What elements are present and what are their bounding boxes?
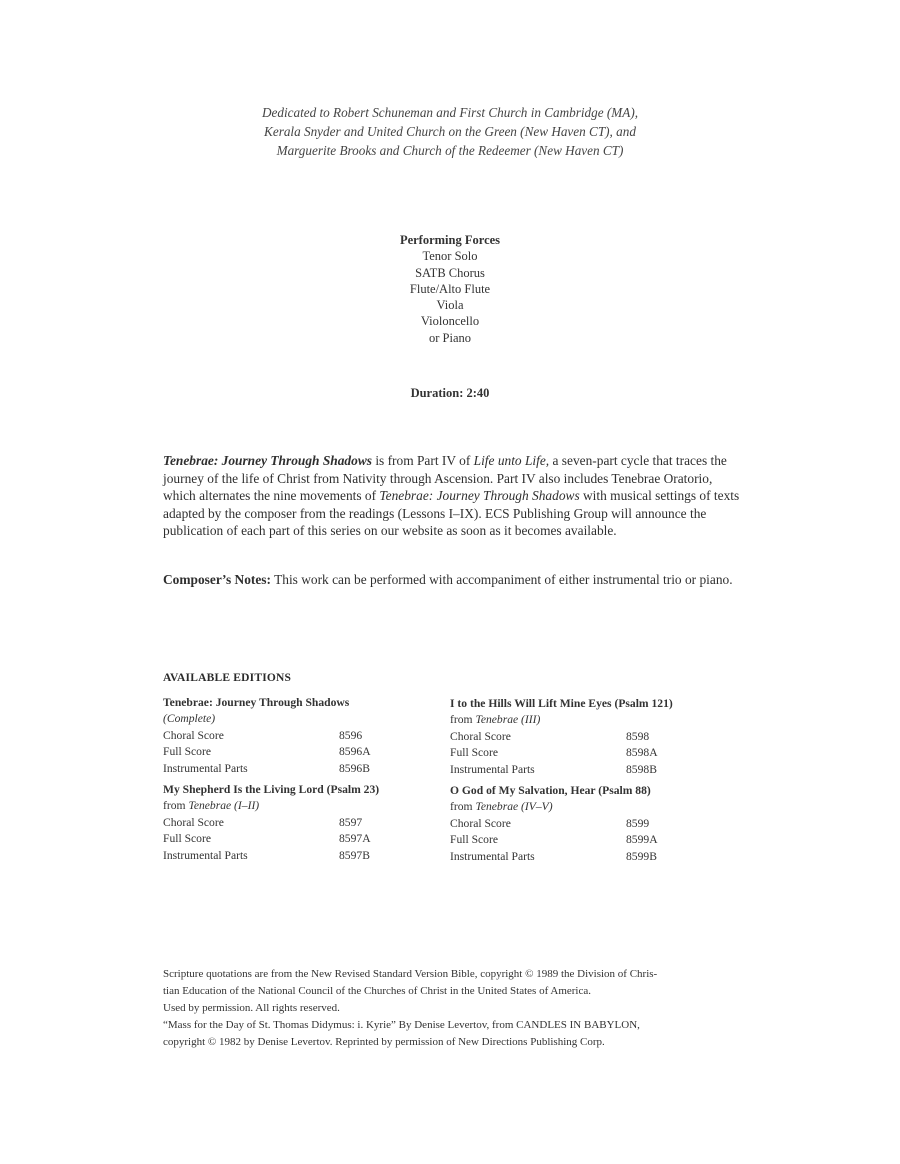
levertov-credit (163, 1017, 743, 1051)
performing-forces-item: Viola (436, 298, 464, 313)
composer-notes (163, 571, 743, 589)
edition-code: 8598B (626, 762, 657, 776)
performing-forces-item: or Piano (428, 330, 471, 345)
scripture-credit (163, 966, 743, 1017)
duration: Duration: 2:40 (410, 386, 490, 400)
performing-forces-item: Flute/Alto Flute (409, 281, 491, 296)
performing-forces-title: Performing Forces (399, 233, 501, 247)
footer-line: “Mass for the Day of St. Thomas Didymus: i. Kyrie” By Denise Levertov, from CANDLES IN BABYLON, (163, 1019, 640, 1031)
editions-column-right (450, 696, 720, 870)
edition-code: 8596B (339, 761, 370, 775)
edition-row (450, 729, 662, 745)
edition-label: Instrumental Parts (163, 761, 248, 775)
edition-subtitle: from Tenebrae (III) (450, 713, 541, 727)
edition-label: Instrumental Parts (450, 849, 535, 863)
edition-row (163, 728, 375, 744)
editions-column-left (163, 695, 433, 869)
edition-row (163, 761, 375, 777)
edition-code: 8598A (626, 746, 658, 760)
edition-title: O God of My Salvation, Hear (Psalm 88) (450, 784, 651, 798)
edition-code: 8597B (339, 848, 370, 862)
work-title-italic: Tenebrae: Journey Through Shadows (379, 488, 580, 504)
description-text: is from Part IV of (371, 453, 474, 468)
edition-row (450, 745, 662, 761)
edition-code: 8599B (626, 849, 657, 863)
composer-notes-label: Composer’s Notes: (163, 572, 271, 587)
edition-label: Choral Score (163, 728, 224, 742)
performing-forces-item: Tenor Solo (422, 249, 478, 264)
edition-row (450, 832, 662, 848)
edition-title: My Shepherd Is the Living Lord (Psalm 23) (163, 783, 380, 797)
description-text: a seven-part cycle that traces the journey of the life of Christ from Nativity through Ascension. Part IV also includes Tenebrae Oratorio, which alternates the nine movements of (163, 453, 727, 504)
edition-code: 8599 (626, 816, 650, 830)
work-description (163, 452, 743, 540)
footer-line: copyright © 1982 by Denise Levertov. Reprinted by permission of New Directions Publishing Corp. (163, 1036, 605, 1048)
edition-row (163, 848, 375, 864)
edition-subtitle: from Tenebrae (I–II) (163, 799, 260, 813)
edition-group (163, 782, 433, 864)
edition-group (450, 783, 720, 865)
edition-label: Full Score (163, 745, 211, 759)
dedication-line: Marguerite Brooks and Church of the Redeemer (New Haven CT) (276, 143, 624, 158)
edition-row (450, 762, 662, 778)
edition-subtitle: from Tenebrae (IV–V) (450, 800, 553, 814)
edition-label: Instrumental Parts (163, 848, 248, 862)
dedication-line: Dedicated to Robert Schuneman and First Church in Cambridge (MA), (261, 105, 639, 120)
edition-code: 8596A (339, 745, 371, 759)
edition-label: Full Score (450, 746, 498, 760)
footer-line: Scripture quotations are from the New Revised Standard Version Bible, copyright © 1989 the Division of Chris- (163, 968, 658, 980)
edition-label: Full Score (450, 833, 498, 847)
edition-row (163, 831, 375, 847)
composer-notes-text: This work can be performed with accompaniment of either instrumental trio or piano. (270, 572, 733, 587)
edition-group (163, 695, 433, 777)
editions-heading: AVAILABLE EDITIONS (163, 672, 292, 684)
dedication (150, 103, 750, 160)
edition-label: Choral Score (450, 816, 511, 830)
cycle-title: Life unto Life, (473, 453, 550, 468)
footer-line: Used by permission. All rights reserved. (163, 1002, 340, 1014)
edition-label: Instrumental Parts (450, 762, 535, 776)
edition-code: 8597 (339, 815, 363, 829)
edition-row (163, 744, 375, 760)
edition-code: 8597A (339, 832, 371, 846)
edition-row (163, 815, 375, 831)
edition-code: 8596 (339, 728, 363, 742)
edition-title: I to the Hills Will Lift Mine Eyes (Psalm 121) (450, 697, 673, 710)
performing-forces (300, 232, 600, 346)
performing-forces-item: SATB Chorus (415, 265, 485, 280)
edition-subtitle: (Complete) (163, 712, 216, 726)
performing-forces-item: Violoncello (420, 314, 480, 329)
dedication-line: Kerala Snyder and United Church on the Green (New Haven CT), and (264, 124, 636, 139)
edition-code: 8599A (626, 833, 658, 847)
edition-row (450, 816, 662, 832)
edition-code: 8598 (626, 729, 650, 743)
description-text: with musical settings of texts adapted by the composer from the readings (Lessons I–IX). ECS Publishing Group will announce the publication of each part of this series on our website as soon as it becomes available. (163, 488, 740, 539)
edition-title: Tenebrae: Journey Through Shadows (163, 696, 350, 709)
work-title: Tenebrae: Journey Through Shadows (163, 453, 372, 468)
edition-row (450, 849, 662, 865)
edition-label: Choral Score (450, 729, 511, 743)
edition-label: Choral Score (163, 815, 224, 829)
edition-group (450, 696, 720, 778)
edition-label: Full Score (163, 832, 211, 846)
footer-line: tian Education of the National Council of the Churches of Christ in the United States of America. (163, 985, 591, 997)
